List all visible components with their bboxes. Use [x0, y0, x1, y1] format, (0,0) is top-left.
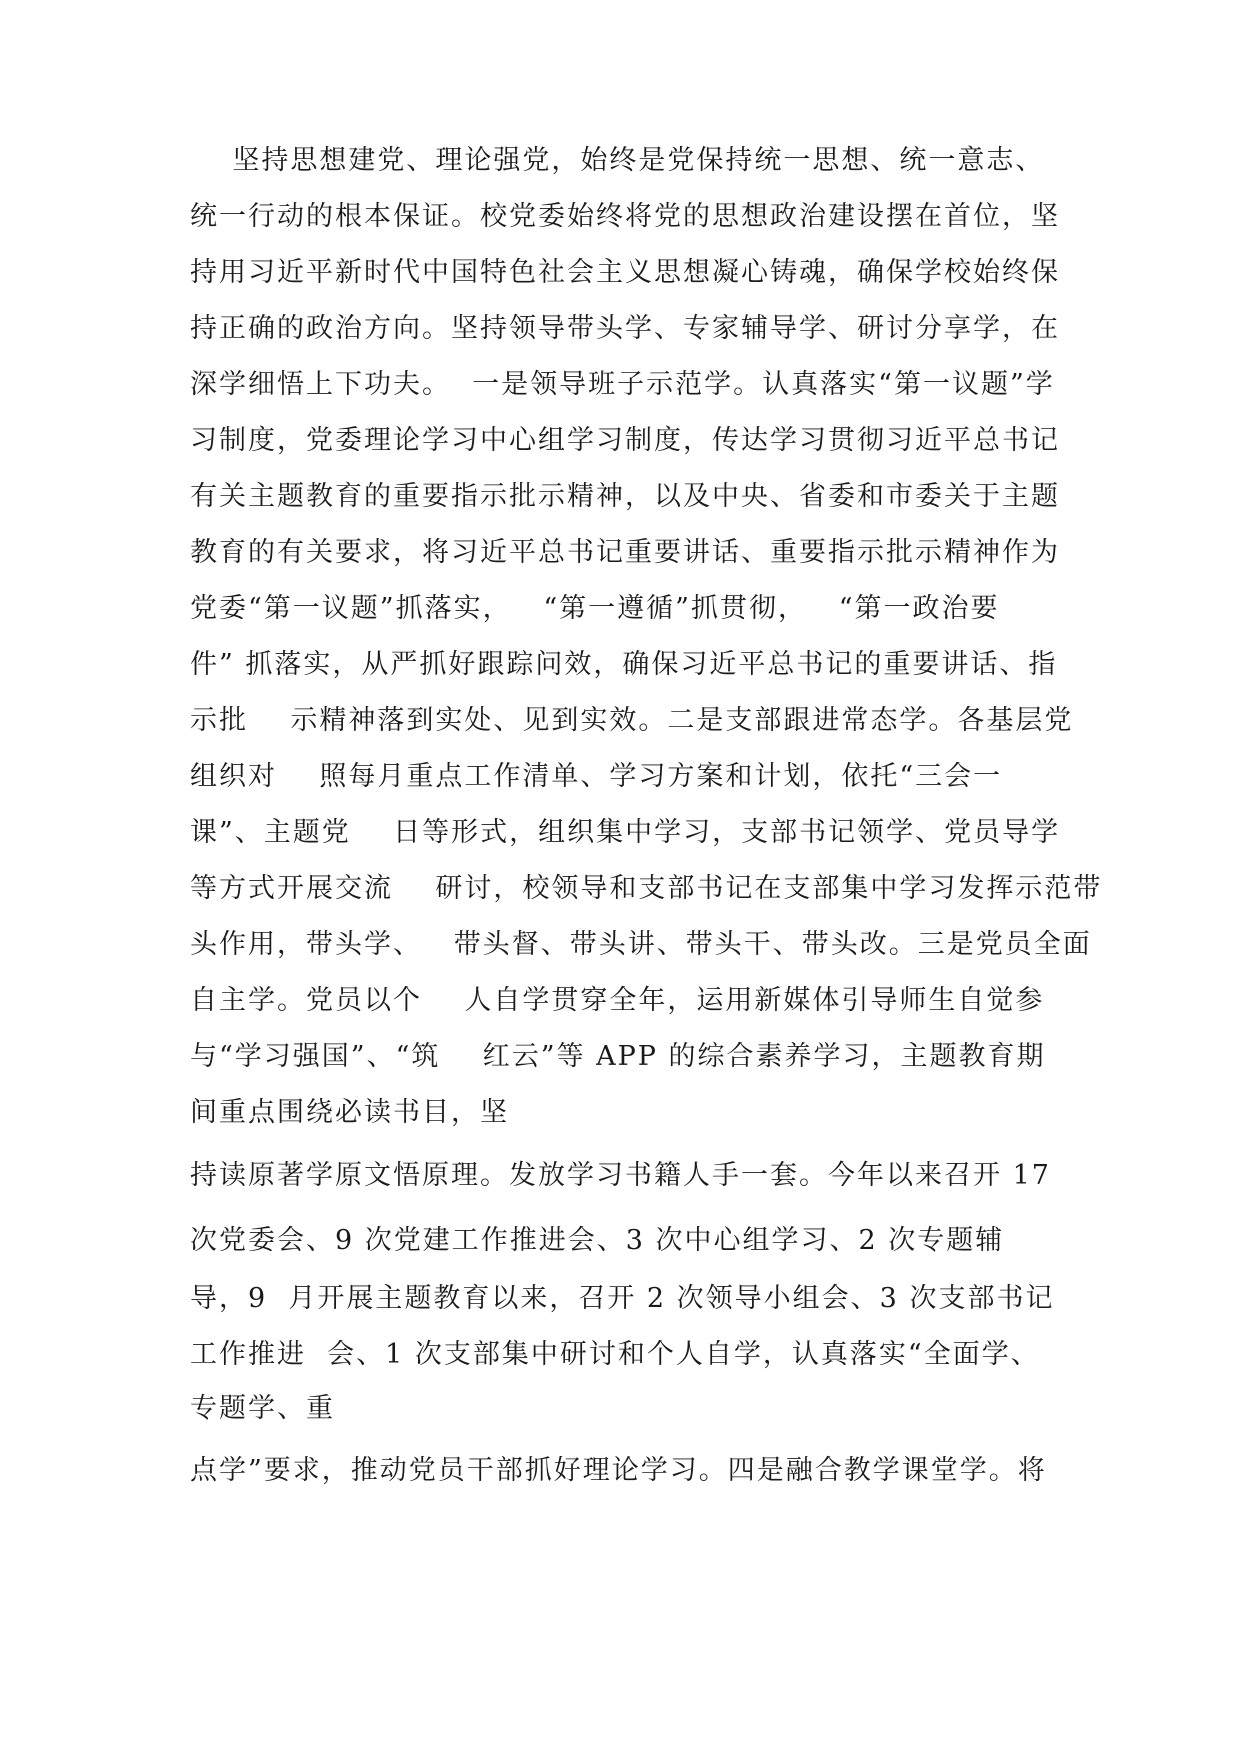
text-line: 习制度，党委理论学习中心组学习制度，传达学习贯彻习近平总书记 [190, 425, 1060, 456]
text-line: 件” 抓落实，从严抓好跟踪问效，确保习近平总书记的重要讲话、指 [190, 649, 1058, 680]
text-line: 与“学习强国”、“筑 红云”等 APP 的综合素养学习，主题教育期 [190, 1041, 1046, 1072]
text-line: 导，9 月开展主题教育以来，召开 2 次领导小组会、3 次支部书记 [190, 1283, 1055, 1314]
text-line: 深学细悟上下功夫。 一是领导班子示范学。认真落实“第一议题”学 [190, 369, 1055, 400]
text-line: 示批 示精神落到实处、见到实效。二是支部跟进常态学。各基层党 [190, 705, 1074, 736]
text-line: 间重点围绕必读书目，坚 [190, 1097, 509, 1128]
text-line: 工作推进 会、1 次支部集中研讨和个人自学，认真落实“全面学、 [190, 1339, 1040, 1370]
text-line: 统一行动的根本保证。校党委始终将党的思想政治建设摆在首位，坚 [190, 201, 1060, 232]
text-line: 专题学、重 [190, 1393, 335, 1424]
text-line: 持正确的政治方向。坚持领导带头学、专家辅导学、研讨分享学，在 [190, 313, 1060, 344]
text-line: 党委“第一议题”抓落实， “第一遵循”抓贯彻， “第一政治要 [190, 593, 1000, 624]
text-line: 等方式开展交流 研讨，校领导和支部书记在支部集中学习发挥示范带 [190, 873, 1103, 904]
text-line: 自主学。党员以个 人自学贯穿全年，运用新媒体引导师生自觉参 [190, 985, 1045, 1016]
text-line: 课”、主题党 日等形式，组织集中学习，支部书记领学、党员导学 [190, 817, 1061, 848]
text-line: 头作用，带头学、 带头督、带头讲、带头干、带头改。三是党员全面 [190, 929, 1092, 960]
text-line: 持用习近平新时代中国特色社会主义思想凝心铸魂，确保学校始终保 [190, 257, 1060, 288]
text-line: 有关主题教育的重要指示批示精神，以及中央、省委和市委关于主题 [190, 481, 1060, 512]
text-line: 次党委会、9 次党建工作推进会、3 次中心组学习、2 次专题辅 [190, 1225, 1005, 1256]
text-line: 教育的有关要求，将习近平总书记重要讲话、重要指示批示精神作为 [190, 537, 1060, 568]
text-line: 持读原著学原文悟原理。发放学习书籍人手一套。今年以来召开 17 [190, 1160, 1051, 1191]
text-line: 组织对 照每月重点工作清单、学习方案和计划，依托“三会一 [190, 761, 1003, 792]
text-line: 点学”要求，推动党员干部抓好理论学习。四是融合教学课堂学。将 [190, 1455, 1047, 1486]
text-line: 坚持思想建党、理论强党，始终是党保持统一思想、统一意志、 [190, 145, 1045, 176]
